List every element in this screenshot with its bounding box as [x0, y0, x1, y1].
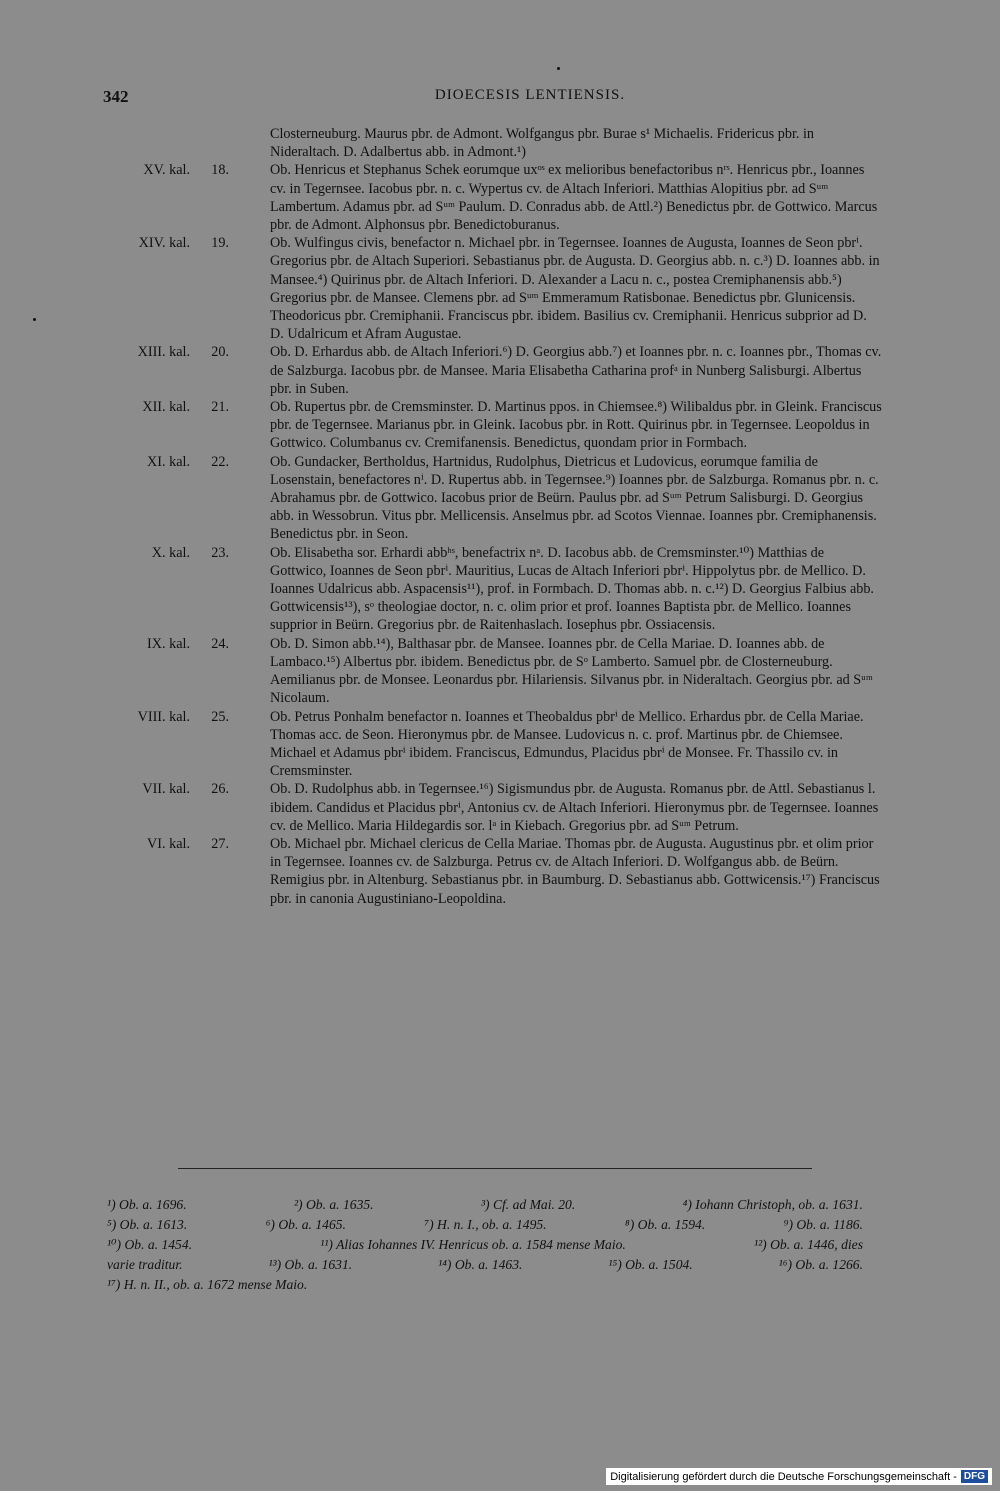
entry-number: 20.	[211, 344, 229, 361]
entry-number: 25.	[211, 708, 229, 725]
entry-number: 18.	[211, 162, 229, 179]
footnote: ⁴) Iohann Christoph, ob. a. 1631.	[682, 1197, 863, 1212]
footnote: ¹⁴) Ob. a. 1463.	[438, 1257, 523, 1272]
entry-text: Ob. D. Rudolphus abb. in Tegernsee.¹⁶) Sigismundus pbr. de Augusta. Romanus pbr. de Attl. Sebastianus l. ibidem. Candidus et Placidus pbrⁱ, Antonius cv. de Altach Inferiori. Hieronymus pbr. de Tegernsee. Ioannes cv. de Mellico. Maria Hildegardis sor. lᵃ in Kiebach. Gregorius pbr. ad Sᵘᵐ Petrum.	[270, 781, 879, 834]
footnote-line	[107, 1235, 863, 1255]
footnote: ¹) Ob. a. 1696.	[107, 1197, 187, 1212]
footnote: ¹²) Ob. a. 1446, dies	[754, 1237, 863, 1252]
speck	[557, 67, 560, 70]
footnote: ¹⁰) Ob. a. 1454.	[107, 1237, 193, 1252]
footnote-line	[107, 1255, 863, 1275]
entry-text: Ob. Rupertus pbr. de Cremsminster. D. Martinus ppos. in Chiemsee.⁸) Wilibaldus pbr. in Gleink. Franciscus pbr. de Tegernsee. Marianus pbr. in Gleink. Iacobus pbr. in Rott. Quirinus pbr. in Tegernsee. Leopoldus in Gottwico. Columbanus cv. Cremifanensis. Benedictus, quondam prior in Formbach.	[270, 399, 882, 452]
entry-text: Ob. Wulfingus civis, benefactor n. Michael pbr. in Tegernsee. Ioannes de Augusta, Ioannes de Seon pbrⁱ. Gregorius pbr. de Altach Superiori. Sebastianus pbr. de Augusta. D. Georgius abb. n. c.³) D. Ioannes abb. in Mansee.⁴) Quirinus pbr. de Altach Inferiori. D. Alexander a Lacu n. c., postea Cremiphanensis abb.⁵) Gregorius pbr. de Mansee. Clemens pbr. ad Sᵘᵐ Emmeramum Ratisbonae. Benedictus pbr. Glunicensis. Theodoricus pbr. Cremiphanii. Franciscus pbr. ibidem. Basilius cv. Cremiphanii. Henricus subprior ad D. D. Udalricum et Afram Augustae.	[270, 235, 880, 343]
calendar-entry	[0, 453, 1000, 544]
entry-text: Ob. Elisabetha sor. Erhardi abbʰˢ, benefactrix nᵃ. D. Iacobus abb. de Cremsminster.¹⁰) Matthias de Gottwico, Ioannes de Seon pbrⁱ. Mauritius, Lucas de Altach Inferiori pbrⁱ. Hippolytus pbr. de Mellico. D. Ioannes Udalricus abb. Aspacensis¹¹), prof. in Formbach. D. Thomas abb. n. c.¹²) D. Georgius Falbius abb. Gottwicensis¹³), sᵒ theologiae doctor, n. c. olim prior et prof. Ioannes Baptista pbr. de Mellico. Ioannes supprior in Beürn. Gregorius pbr. de Raitenhaslach. Iosephus pbr. Ossiacensis.	[270, 544, 874, 634]
entry-text: Closterneuburg. Maurus pbr. de Admont. Wolfgangus pbr. Burae s¹ Michaelis. Fridericus pbr. in Nideraltach. D. Adalbertus abb. in Admont.¹)	[270, 126, 815, 161]
entry-number: 19.	[211, 235, 229, 252]
calendar-entry	[0, 125, 1000, 161]
calendar-entry	[0, 544, 1000, 635]
footnotes	[107, 1195, 863, 1295]
footnote-line	[107, 1215, 863, 1235]
calendar-entry	[0, 835, 1000, 908]
footnote: ¹⁶) Ob. a. 1266.	[778, 1257, 863, 1272]
entry-text: Ob. Petrus Ponhalm benefactor n. Ioannes et Theobaldus pbrⁱ de Mellico. Erhardus pbr. de Cella Mariae. Thomas acc. de Seon. Hieronymus pbr. de Mansee. Ludovicus n. c. prof. Martinus pbr. de Chiemsee. Michael et Adamus pbrⁱ ibidem. Franciscus, Edmundus, Placidus pbrⁱ de Monsee. Fr. Thassilo cv. in Cremsminster.	[270, 708, 864, 780]
calendar-entry	[0, 635, 1000, 708]
entry-text: Ob. D. Erhardus abb. de Altach Inferiori.⁶) D. Georgius abb.⁷) et Ioannes pbr. n. c. Ioannes pbr., Thomas cv. de Salzburga. Iacobus pbr. de Mansee. Maria Elisabetha Catharina profᵃ in Nunberg Salisburgi. Albertus pbr. in Suben.	[270, 344, 882, 397]
calendar-entry	[0, 708, 1000, 781]
entry-day: XII. kal.	[142, 399, 190, 416]
entry-day: VIII. kal.	[137, 708, 190, 725]
footnote-line	[107, 1275, 863, 1295]
credit-text: Digitalisierung gefördert durch die Deutsche Forschungsgemeinschaft -	[610, 1470, 957, 1483]
entry-number: 22.	[211, 453, 229, 470]
calendar-entry	[0, 161, 1000, 234]
entry-day: XI. kal.	[147, 453, 190, 470]
dfg-logo: DFG	[961, 1470, 988, 1483]
footnote: ¹⁷) H. n. II., ob. a. 1672 mense Maio.	[107, 1277, 308, 1292]
entry-day: VI. kal.	[147, 835, 190, 852]
entry-number: 27.	[211, 835, 229, 852]
footnote-rule	[178, 1168, 812, 1169]
entry-text: Ob. Michael pbr. Michael clericus de Cella Mariae. Thomas pbr. de Augusta. Augustinus pbr. et olim prior in Tegernsee. Ioannes cv. de Salzburga. Petrus cv. de Altach Inferiori. D. Wolfgangus abb. de Beürn. Remigius pbr. in Altenburg. Sebastianus pbr. in Baumburg. D. Sebastianus abb. Gottwicensis.¹⁷) Franciscus pbr. in canonia Augustiniano-Leopoldina.	[270, 835, 880, 907]
entry-number: 23.	[211, 544, 229, 561]
calendar-entries	[0, 125, 1000, 908]
running-head: DIOECESIS LENTIENSIS.	[434, 87, 626, 103]
entry-number: 24.	[211, 635, 229, 652]
entry-day: IX. kal.	[147, 635, 190, 652]
entry-text: Ob. Gundacker, Bertholdus, Hartnidus, Rudolphus, Dietricus et Ludovicus, eorumque familia de Losenstain, benefactores nⁱ. D. Rupertus abb. in Tegernsee.⁹) Ioannes pbr. de Salzburga. Romanus pbr. n. c. Abrahamus pbr. de Gottwico. Iacobus prior de Beürn. Paulus pbr. ad Sᵘᵐ Petrum Salisburgi. D. Georgius abb. in Wessobrun. Vitus pbr. Mellicensis. Anselmus pbr. ad Scotos Viennae. Ioannes pbr. Cremiphanensis. Benedictus pbr. in Seon.	[270, 453, 879, 543]
entry-text: Ob. D. Simon abb.¹⁴), Balthasar pbr. de Mansee. Ioannes pbr. de Cella Mariae. D. Ioannes abb. de Lambaco.¹⁵) Albertus pbr. ibidem. Benedictus pbr. de Sᵒ Lamberto. Samuel pbr. de Closterneuburg. Aemilianus pbr. de Monsee. Leonardus pbr. Hilariensis. Silvanus pbr. in Nideraltach. Georgius pbr. ad Sᵘᵐ Nicolaum.	[270, 635, 873, 707]
footnote-line	[107, 1195, 863, 1215]
calendar-entry	[0, 398, 1000, 453]
dfg-credit	[606, 1468, 992, 1485]
calendar-entry	[0, 234, 1000, 343]
entry-day: VII. kal.	[142, 781, 190, 798]
entry-day: XIII. kal.	[137, 344, 190, 361]
footnote: ⁸) Ob. a. 1594.	[625, 1217, 706, 1232]
footnote: ¹⁵) Ob. a. 1504.	[608, 1257, 693, 1272]
page-number: 342	[103, 87, 129, 106]
entry-number: 26.	[211, 781, 229, 798]
calendar-entry	[0, 780, 1000, 835]
entry-day: X. kal.	[151, 544, 190, 561]
footnote: ¹³) Ob. a. 1631.	[268, 1257, 353, 1272]
entry-day: XV. kal.	[143, 162, 190, 179]
calendar-entry	[0, 343, 1000, 398]
footnote: ⁵) Ob. a. 1613.	[107, 1217, 188, 1232]
footnote: ⁹) Ob. a. 1186.	[783, 1217, 863, 1232]
footnote: varie traditur.	[107, 1257, 183, 1272]
entry-number: 21.	[211, 399, 229, 416]
entry-text: Ob. Henricus et Stephanus Schek eorumque uxᵒˢ ex melioribus benefactoribus nʳˢ. Henricus pbr., Ioannes cv. in Tegernsee. Iacobus pbr. n. c. Wypertus cv. de Altach Inferiori. Matthias Alopitius pbr. ad Sᵘᵐ Lambertum. Adamus pbr. ad Sᵘᵐ Paulum. D. Conradus abb. de Attl.²) Benedictus pbr. de Gottwico. Marcus pbr. de Admont. Alphonsus pbr. Benedictoburanus.	[270, 162, 878, 234]
footnote: ¹¹) Alias Iohannes IV. Henricus ob. a. 1584 mense Maio.	[320, 1237, 626, 1252]
footnote: ⁶) Ob. a. 1465.	[265, 1217, 346, 1232]
footnote: ³) Cf. ad Mai. 20.	[480, 1197, 576, 1212]
footnote: ²) Ob. a. 1635.	[293, 1197, 374, 1212]
entry-day: XIV. kal.	[138, 235, 190, 252]
footnote: ⁷) H. n. I., ob. a. 1495.	[424, 1217, 547, 1232]
